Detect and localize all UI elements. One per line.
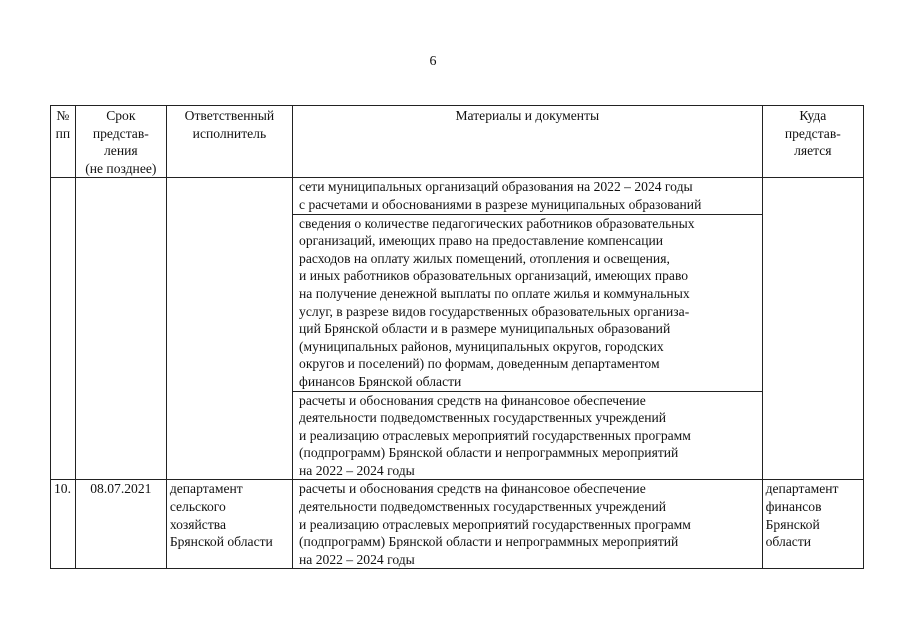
- page-number: 6: [429, 54, 437, 69]
- cell-deadline: 08.07.2021: [75, 480, 166, 569]
- header-deadline: Срок представ- ления (не позднее): [75, 106, 166, 178]
- cell-materials: расчеты и обоснования средств на финансовое обеспечение деятельности подведомственных государственных учреждений и реализацию отраслевых мероприятий государственных программ (подпрограмм) Брянской области и непрограммных мероприятий на 2022 – 2024 годы: [293, 480, 763, 569]
- table-row-continued-1: [51, 178, 864, 214]
- cell-destination-empty: [762, 178, 863, 480]
- header-materials: Материалы и документы: [293, 106, 763, 178]
- table-row-10: [51, 480, 864, 569]
- cell-materials: сведения о количестве педагогических работников образовательных организаций, имеющих право на предоставление компенсации расходов на оплату жилых помещений, отопления и освещения, и иных работников образовательных организаций, имеющих право на получение денежной выплаты по оплате жилья и коммунальных услуг, в разрезе видов государственных образовательных организа- ций Брянской области и в размере муниципальных образований (муниципальных районов, муниципальных округов, городских округов и поселений) по формам, доведенным департаментом финансов Брянской области: [293, 214, 763, 391]
- documents-table: [50, 105, 864, 569]
- header-num: № пп: [51, 106, 76, 178]
- header-destination: Куда представ- ляется: [762, 106, 863, 178]
- table-header-row: [51, 106, 864, 178]
- cell-destination: департамент финансов Брянской области: [762, 480, 863, 569]
- header-executor: Ответственный исполнитель: [166, 106, 292, 178]
- cell-materials: расчеты и обоснования средств на финансовое обеспечение деятельности подведомственных государственных учреждений и реализацию отраслевых мероприятий государственных программ (подпрограмм) Брянской области и непрограммных мероприятий на 2022 – 2024 годы: [293, 391, 763, 480]
- cell-deadline-empty: [75, 178, 166, 480]
- cell-num-empty: [51, 178, 76, 480]
- cell-executor: департамент сельского хозяйства Брянской области: [166, 480, 292, 569]
- cell-num: 10.: [51, 480, 76, 569]
- cell-materials: сети муниципальных организаций образования на 2022 – 2024 годы с расчетами и обоснованиями в разрезе муниципальных образований: [293, 178, 763, 214]
- cell-executor-empty: [166, 178, 292, 480]
